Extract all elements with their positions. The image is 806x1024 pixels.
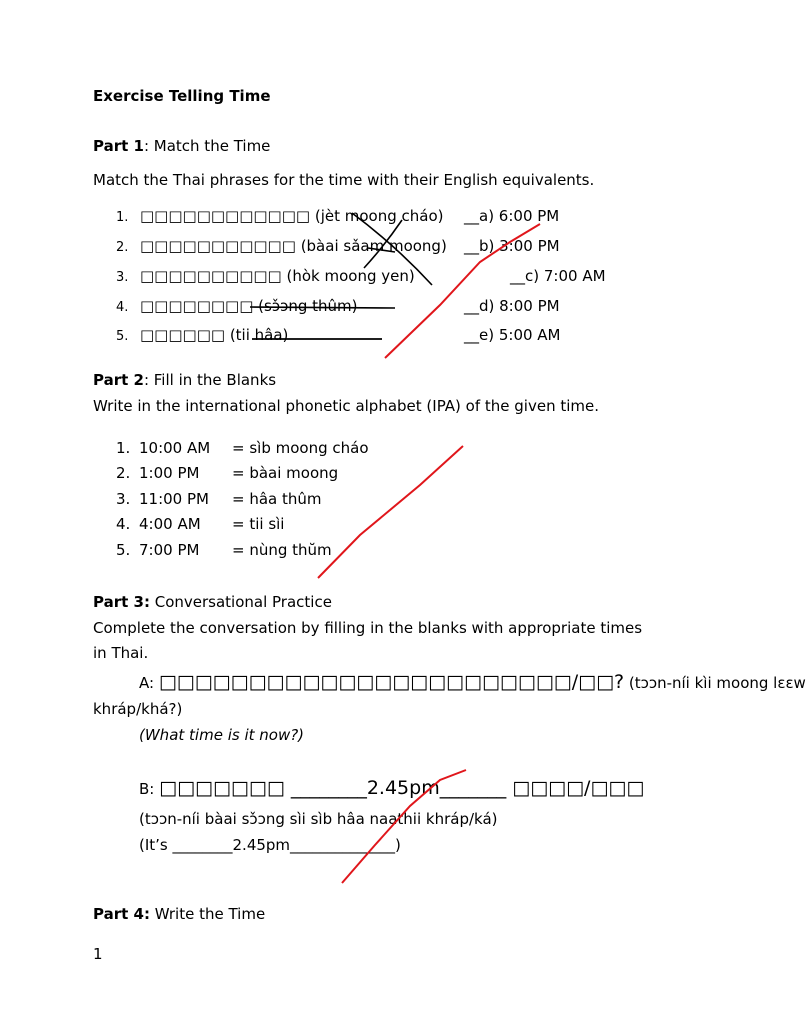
speaker-a-roman-2: khráp/khá?)	[93, 700, 183, 718]
part1-heading-rest: : Match the Time	[143, 137, 271, 155]
part2-item-2-time: 1:00 PM	[139, 464, 200, 482]
part1-item-4	[140, 297, 357, 315]
speaker-a-thai: □□□□□□□□□□□□□□□□□□□□□□□/□□?	[158, 671, 625, 693]
part1-answer-b: __b) 3:00 PM	[464, 237, 560, 255]
part2-item-4-time: 4:00 AM	[139, 515, 201, 533]
part1-item-5	[140, 326, 288, 344]
part3-instruction-line1: Complete the conversation by filling in the blanks with appropriate times	[93, 619, 643, 637]
part1-item-5-number: 5.	[116, 329, 129, 344]
part1-item-1-number: 1.	[116, 210, 129, 225]
part1-item-2-number: 2.	[116, 240, 129, 255]
part1-item-3-thai: □□□□□□□□□□	[140, 267, 282, 285]
part4-heading-rest: Write the Time	[149, 905, 266, 923]
part1-item-2	[140, 237, 447, 255]
part4-heading	[93, 905, 265, 923]
part1-item-4-roman: (sɔ̌ɔng thûm)	[258, 297, 358, 315]
part2-item-5-number: 5.	[116, 541, 131, 559]
part3-instruction-line2: in Thai.	[93, 644, 149, 662]
speaker-b-label: B:	[139, 780, 160, 798]
part1-item-4-thai: □□□□□□□□	[140, 297, 254, 315]
speaker-b-translation: (It’s ________2.45pm______________)	[139, 836, 401, 854]
part2-item-4-number: 4.	[116, 515, 131, 533]
part2-item-3-time: 11:00 PM	[139, 490, 209, 508]
part2-item-2-number: 2.	[116, 464, 131, 482]
part2-heading-rest: : Fill in the Blanks	[143, 371, 277, 389]
part1-item-1-roman: (jèt moong cháo)	[314, 207, 444, 225]
part1-heading	[93, 137, 270, 155]
part3-line-b	[139, 777, 644, 800]
part2-item-5-time: 7:00 PM	[139, 541, 200, 559]
speaker-a-roman-1: (tɔɔn-níi kìi moong lɛɛw	[624, 674, 806, 692]
part1-answer-d: __d) 8:00 PM	[464, 297, 560, 315]
part2-heading-label: Part 2	[93, 371, 144, 389]
part1-item-3	[140, 267, 415, 285]
part2-item-5-answer: = nùng thŭm	[232, 541, 332, 559]
part1-item-4-number: 4.	[116, 300, 129, 315]
part2-item-4-answer: = tii sìi	[232, 515, 285, 533]
speaker-a-label: A:	[139, 674, 159, 692]
part2-instruction: Write in the international phonetic alphabet (IPA) of the given time.	[93, 397, 600, 415]
speaker-b-roman: (tɔɔn-níi bàai sɔ̌ɔng sìi sìb hâa naathii khráp/ká)	[139, 810, 498, 828]
part1-item-5-thai: □□□□□□	[140, 326, 226, 344]
document-title: Exercise Telling Time	[93, 87, 271, 105]
part1-instruction: Match the Thai phrases for the time with their English equivalents.	[93, 171, 595, 189]
part1-item-1-thai: □□□□□□□□□□□□	[140, 207, 311, 225]
part3-heading-label: Part 3:	[93, 593, 150, 611]
page-number: 1	[93, 945, 103, 963]
part1-heading-label: Part 1	[93, 137, 144, 155]
part1-item-2-thai: □□□□□□□□□□□	[140, 237, 296, 255]
part2-heading	[93, 371, 276, 389]
part1-item-3-roman: (hòk moong yen)	[286, 267, 415, 285]
speaker-b-thai: □□□□□□□ ________2.45pm_______ □□□□/□□□	[159, 777, 645, 799]
part2-item-1-answer: = sìb moong cháo	[232, 439, 369, 457]
part1-answer-a: __a) 6:00 PM	[464, 207, 560, 225]
part1-item-2-roman: (bàai sǎam moong)	[300, 237, 447, 255]
part3-line-a	[139, 671, 806, 694]
part2-item-1-number: 1.	[116, 439, 131, 457]
part1-answer-e: __e) 5:00 AM	[464, 326, 561, 344]
part4-heading-label: Part 4:	[93, 905, 150, 923]
part3-heading	[93, 593, 332, 611]
red-strike-part2	[318, 446, 463, 578]
part2-item-3-number: 3.	[116, 490, 131, 508]
part2-item-1-time: 10:00 AM	[139, 439, 211, 457]
part1-item-5-roman: (tii hâa)	[229, 326, 289, 344]
part2-item-3-answer: = hâa thûm	[232, 490, 322, 508]
part1-item-1	[140, 207, 444, 225]
part1-item-3-number: 3.	[116, 270, 129, 285]
part2-item-2-answer: = bàai moong	[232, 464, 339, 482]
part1-answer-c: __c) 7:00 AM	[510, 267, 606, 285]
part3-heading-rest: Conversational Practice	[149, 593, 332, 611]
speaker-a-translation: (What time is it now?)	[139, 726, 305, 744]
